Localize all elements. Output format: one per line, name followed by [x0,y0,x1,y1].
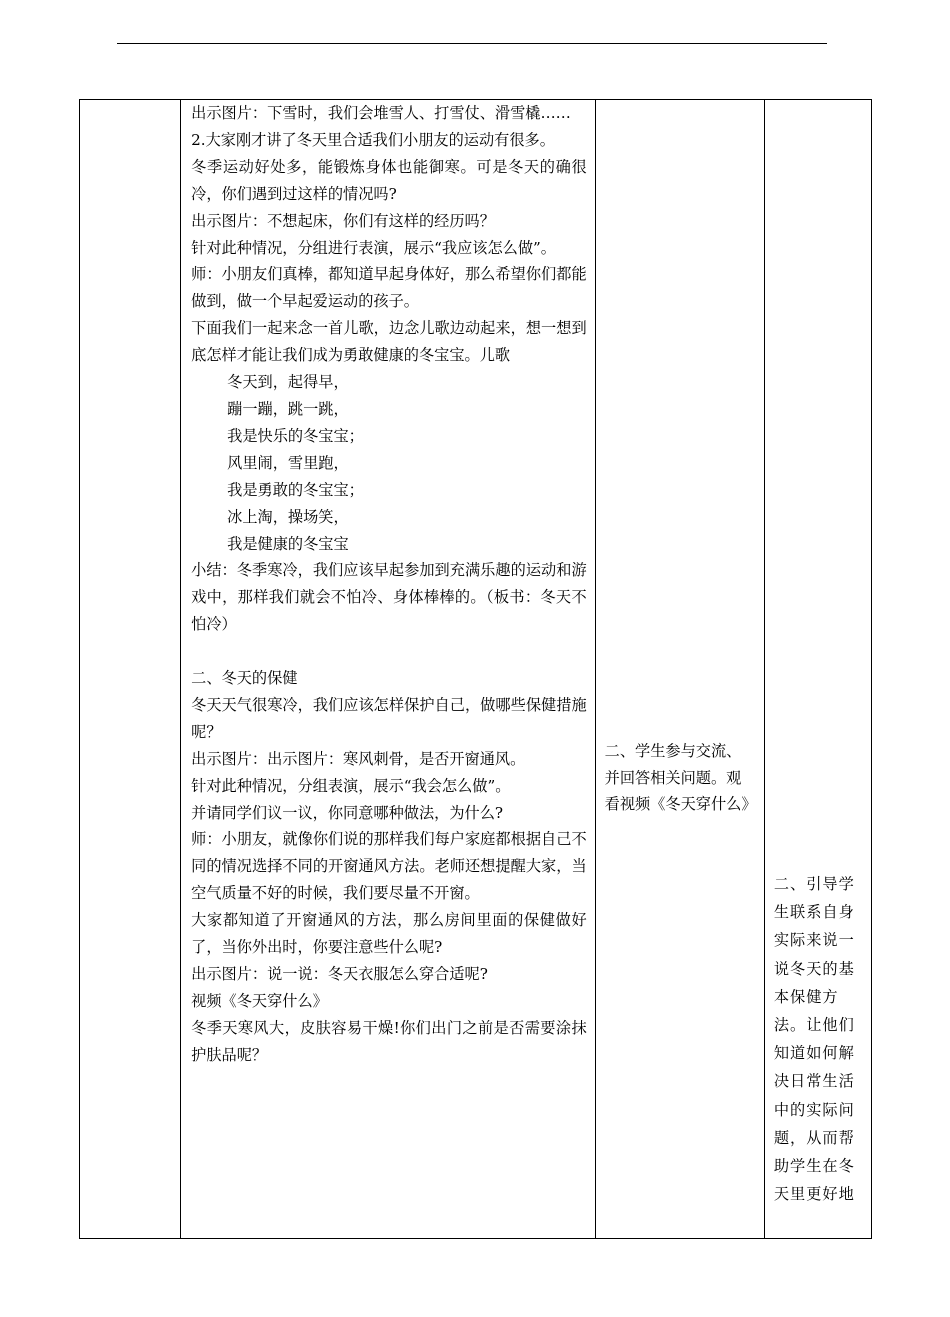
design-intent-cell [764,100,871,1239]
paragraph: 师：小朋友，就像你们说的那样我们每户家庭都根据自己不同的情况选择不同的开窗通风方法。老师还想提醒大家，当空气质量不好的时候，我们要尽量不开窗。 [191,830,587,903]
paragraph: 大家都知道了开窗通风的方法，那么房间里面的保健做好了，当你外出时，你要注意些什么呢? [191,911,587,957]
step-cell [80,100,181,1239]
lesson-plan-table [79,99,872,1239]
spacer [191,638,587,665]
poem-line: 我是勇敢的冬宝宝； [227,480,364,499]
student-activity-text: 二、学生参与交流、并回答相关问题。观看视频《冬天穿什么》 [604,742,757,813]
poem-line: 冬天到，起得早， [227,373,349,392]
paragraph: 2.大家刚才讲了冬天里合适我们小朋友的运动有很多。 [191,130,555,149]
paragraph: 针对此种情况，分组进行表演，展示“我应该怎么做”。 [191,238,556,257]
children-song [191,369,587,557]
poem-line: 蹦一蹦，跳一跳， [227,399,349,418]
poem-line: 我是快乐的冬宝宝； [227,426,364,445]
paragraph: 出示图片：不想起床，你们有这样的经历吗？ [191,211,495,230]
poem-line: 我是健康的冬宝宝 [227,534,349,553]
paragraph: 冬季运动好处多，能锻炼身体也能御寒。可是冬天的确很冷，你们遇到过这样的情况吗? [191,157,587,203]
paragraph: 冬季天寒风大，皮肤容易干燥!你们出门之前是否需要涂抹护肤品呢？ [191,1018,587,1064]
paragraph: 下面我们一起来念一首儿歌，边念儿歌边动起来，想一想到底怎样才能让我们成为勇敢健康的冬宝宝。儿歌 [191,319,587,365]
section-heading: 二、冬天的保健 [191,669,298,688]
paragraph: 并请同学们议一议，你同意哪种做法，为什么? [191,803,504,822]
student-activity-cell [595,100,764,1239]
design-intent-text: 二、引导学生联系自身实际来说一说冬天的基本保健方法。让他们知道如何解决日常生活中的实际问题，从而帮助学生在冬天里更好地 [773,875,855,1204]
paragraph: 视频《冬天穿什么》 [191,991,328,1010]
paragraph: 出示图片：下雪时，我们会堆雪人、打雪仗、滑雪橇…… [191,104,571,122]
paragraph: 出示图片：出示图片：寒风刺骨，是否开窗通风。 [191,749,526,768]
poem-line: 冰上淘，操场笑， [227,507,349,526]
paragraph: 针对此种情况，分组表演，展示“我会怎么做”。 [191,776,511,795]
table-row [80,100,872,1239]
header-rule [117,43,827,44]
teacher-activity-cell [181,100,596,1239]
summary-paragraph: 小结：冬季寒冷，我们应该早起参加到充满乐趣的运动和游戏中，那样我们就会不怕冷、身体棒棒的。（板书：冬天不怕冷） [191,561,587,634]
poem-line: 风里闹，雪里跑， [227,453,349,472]
paragraph: 冬天天气很寒冷，我们应该怎样保护自己，做哪些保健措施呢？ [191,695,587,741]
paragraph: 出示图片：说一说：冬天衣服怎么穿合适呢? [191,964,488,983]
paragraph: 师：小朋友们真棒，都知道早起身体好，那么希望你们都能做到，做一个早起爱运动的孩子。 [191,265,587,311]
